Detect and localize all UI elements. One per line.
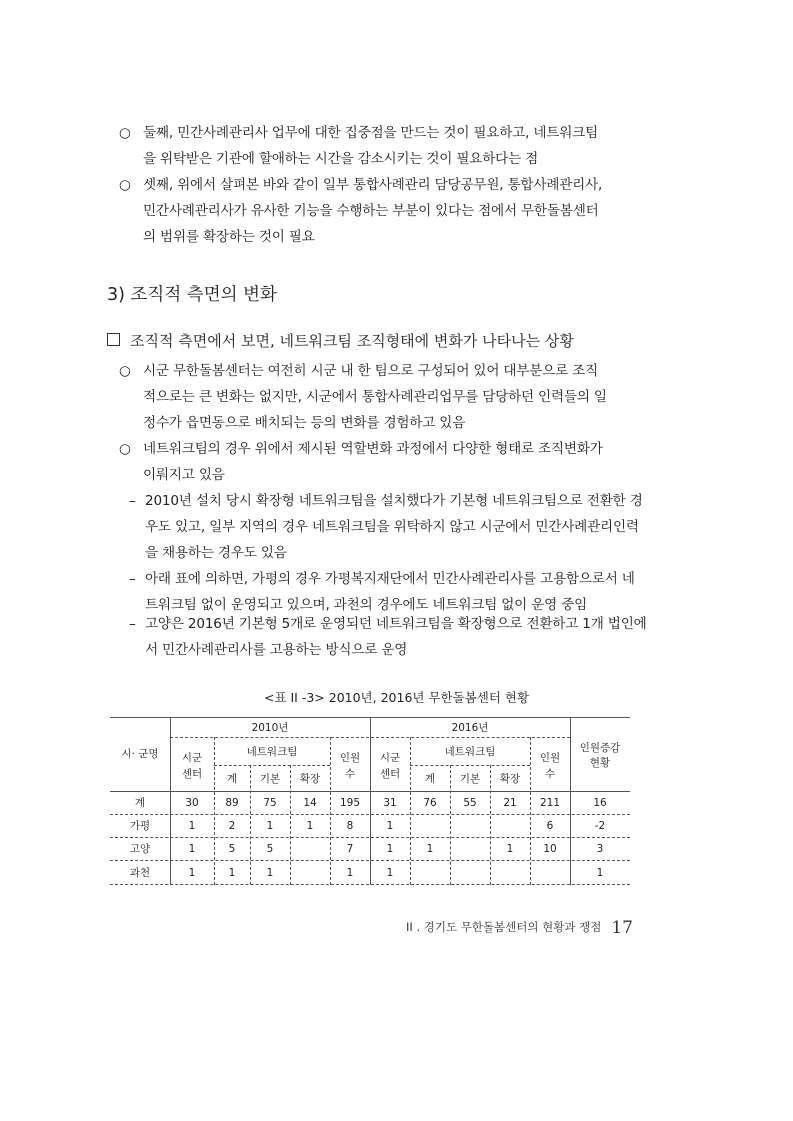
bullet-line: 적으로는 큰 변화는 없지만, 시군에서 통합사례관리업무를 담당하던 인력들의 일 (143, 389, 607, 405)
dash-bullet-icon: – (129, 616, 136, 632)
header-change: 현황 (589, 757, 611, 769)
cell: 1 (506, 843, 514, 855)
header-staff: 수 (544, 768, 556, 780)
bullet-line: 네트워크팀의 경우 위에서 제시된 역할변화 과정에서 다양한 형태로 조직변화가 (143, 441, 603, 457)
cell: 31 (383, 797, 397, 809)
header-change: 인원증감 (579, 742, 621, 754)
cell-region: 과천 (129, 867, 151, 879)
cell: 76 (423, 797, 437, 809)
bullet-line: 시군 무한돌봄센터는 여전히 시군 내 한 팀으로 구성되어 있어 대부분으로 조직 (143, 363, 599, 379)
bullet-line: 둘째, 민간사례관리사 업무에 대한 집중점을 만드는 것이 필요하고, 네트워크팀 (143, 125, 599, 141)
dash-line: 트워크팀 없이 운영되고 있으며, 과천의 경우에도 네트워크팀 없이 운영 중임 (145, 597, 588, 613)
cell: 5 (228, 843, 236, 855)
section-heading: 3) 조직적 측면의 변화 (107, 285, 277, 305)
cell: 55 (463, 797, 477, 809)
cell: 75 (263, 797, 277, 809)
header-region: 시· 군명 (121, 748, 159, 760)
cell: 7 (346, 843, 354, 855)
dash-line: 을 채용하는 경우도 있음 (145, 545, 287, 561)
header-basic: 기본 (459, 773, 481, 785)
cell: 1 (266, 820, 274, 832)
cell: 1 (426, 843, 434, 855)
cell: 30 (185, 797, 199, 809)
bullet-line: 민간사례관리사가 유사한 기능을 수행하는 부분이 있다는 점에서 무한돌봄센터 (143, 203, 599, 219)
page-number: 17 (611, 918, 633, 938)
table-rule (410, 765, 530, 766)
header-2010: 2010년 (251, 722, 289, 734)
circle-bullet-icon: ○ (119, 441, 131, 457)
header-expand: 확장 (499, 773, 521, 785)
header-staff: 수 (344, 768, 356, 780)
cell: 1 (386, 867, 394, 879)
header-sigun-center: 센터 (379, 768, 401, 780)
header-sigun-center: 시군 (379, 752, 401, 764)
bullet-line: 의 범위를 확장하는 것이 필요 (143, 229, 315, 245)
cell: 1 (596, 867, 604, 879)
cell: 16 (593, 797, 607, 809)
cell: 1 (306, 820, 314, 832)
cell: 1 (386, 843, 394, 855)
square-heading-text: 조직적 측면에서 보면, 네트워크팀 조직형태에 변화가 나타나는 상황 (130, 332, 574, 350)
header-network-team: 네트워크팀 (246, 746, 298, 758)
page-footer (406, 918, 633, 937)
cell: 195 (339, 797, 361, 809)
header-sigun-center: 센터 (181, 768, 203, 780)
dash-line: 우도 있고, 일부 지역의 경우 네트워크팀을 위탁하지 않고 시군에서 민간사례관리인력 (145, 519, 639, 535)
header-2016: 2016년 (451, 722, 489, 734)
bullet-line: 을 위탁받은 기관에 할애하는 시간을 감소시키는 것이 필요하다는 점 (143, 151, 539, 167)
cell: 1 (386, 820, 394, 832)
header-basic: 기본 (259, 773, 281, 785)
cell: 1 (346, 867, 354, 879)
footer-chapter: II . 경기도 무한돌봄센터의 현황과 쟁점 (406, 920, 602, 934)
cell-region: 고양 (129, 843, 151, 855)
cell: 1 (188, 843, 196, 855)
dash-line: 서 민간사례관리사를 고용하는 방식으로 운영 (145, 642, 408, 658)
header-sigun-center: 시군 (181, 752, 203, 764)
dash-bullet-icon: – (129, 493, 136, 509)
table-col-rule (214, 737, 215, 885)
table-rule (214, 765, 330, 766)
cell: 1 (228, 867, 236, 879)
circle-bullet-icon: ○ (119, 177, 131, 193)
cell: -2 (594, 820, 606, 832)
cell: 2 (228, 820, 236, 832)
circle-bullet-icon: ○ (119, 125, 131, 141)
dash-line: 2010년 설치 당시 확장형 네트워크팀을 설치했다가 기본형 네트워크팀으로 전환한 경 (145, 493, 643, 509)
cell-region: 가평 (129, 820, 151, 832)
bullet-line: 셋째, 위에서 살펴본 바와 같이 일부 통합사례관리 담당공무원, 통합사례관리사, (143, 177, 603, 193)
square-bullet-icon (107, 333, 120, 346)
circle-bullet-icon: ○ (119, 363, 131, 379)
bullet-line: 정수가 읍면동으로 배치되는 등의 변화를 경험하고 있음 (143, 415, 466, 431)
table-col-rule (410, 737, 411, 885)
header-network-team: 네트워크팀 (444, 746, 496, 758)
dash-bullet-icon: – (129, 571, 136, 587)
dash-line: 고양은 2016년 기본형 5개로 운영되던 네트워크팀을 확장형으로 전환하고 1개 법인에 (145, 616, 647, 632)
status-table (110, 717, 630, 885)
header-total: 계 (226, 773, 238, 785)
cell: 21 (503, 797, 517, 809)
cell: 5 (266, 843, 274, 855)
header-expand: 확장 (299, 773, 321, 785)
cell-region: 계 (134, 797, 146, 809)
header-staff: 인원 (339, 752, 361, 764)
header-total: 계 (424, 773, 436, 785)
cell: 8 (346, 820, 354, 832)
square-heading (107, 330, 574, 352)
bullet-line: 이뤄지고 있음 (143, 467, 225, 483)
cell: 211 (539, 797, 561, 809)
cell: 89 (225, 797, 239, 809)
cell: 1 (188, 867, 196, 879)
cell: 6 (546, 820, 554, 832)
cell: 1 (266, 867, 274, 879)
dash-line: 아래 표에 의하면, 가평의 경우 가평복지재단에서 민간사례관리사를 고용함으로서 네 (145, 571, 635, 587)
cell: 1 (188, 820, 196, 832)
table-caption: <표 II -3> 2010년, 2016년 무한돌봄센터 현황 (263, 690, 530, 705)
header-staff: 인원 (539, 752, 561, 764)
cell: 10 (543, 843, 557, 855)
cell: 14 (303, 797, 317, 809)
cell: 3 (596, 843, 604, 855)
